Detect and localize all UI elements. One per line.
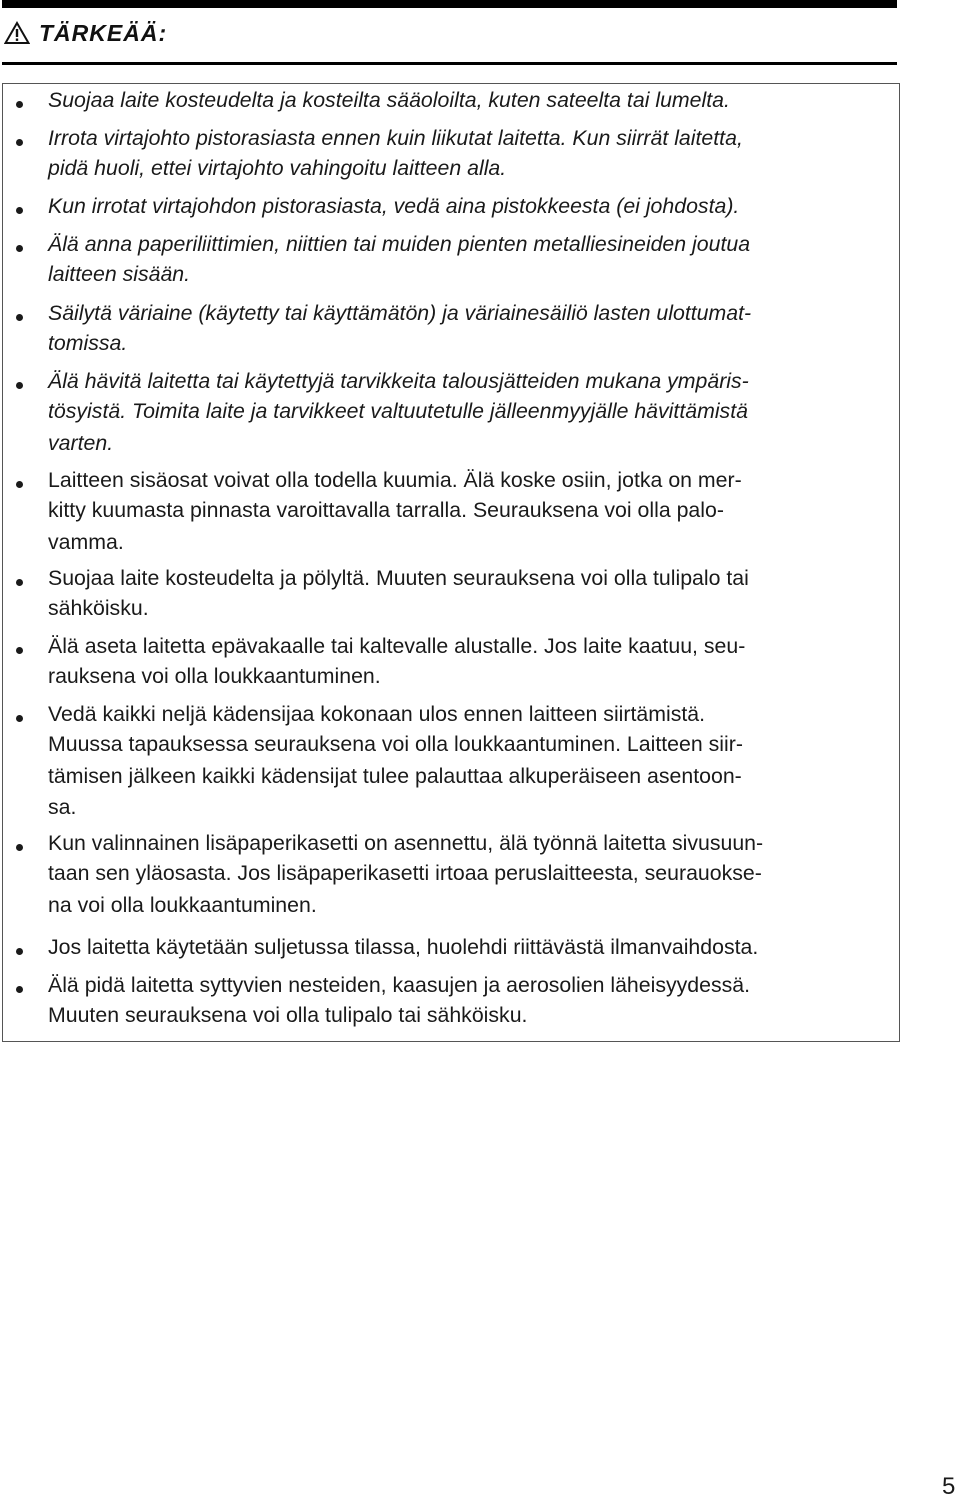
bullet-icon	[16, 481, 23, 488]
warning-line: Älä anna paperiliittimien, niittien tai muiden pienten metalliesineiden joutua	[48, 232, 751, 256]
bullet-icon	[16, 139, 23, 146]
warning-line: Laitteen sisäosat voivat olla todella kuumia. Älä koske osiin, jotka on mer-	[48, 468, 742, 492]
warning-line: Muussa tapauksessa seurauksena voi olla loukkaantuminen. Laitteen siir-	[48, 732, 743, 756]
warning-line: vamma.	[48, 530, 124, 554]
bullet-icon	[16, 715, 23, 722]
warning-line: sähköisku.	[48, 596, 149, 620]
warning-line: Älä aseta laitetta epävakaalle tai kaltevalle alustalle. Jos laite kaatuu, seu-	[48, 634, 746, 658]
warning-line: Jos laitetta käytetään suljetussa tilassa, huolehdi riittävästä ilmanvaihdosta.	[48, 935, 759, 959]
heading-title: TÄRKEÄÄ:	[39, 19, 168, 46]
warning-line: Irrota virtajohto pistorasiasta ennen kuin liikutat laitetta. Kun siirrät laitetta,	[48, 126, 743, 150]
bullet-icon	[16, 986, 23, 993]
bullet-icon	[16, 207, 23, 214]
bullet-icon	[16, 314, 23, 321]
bullet-icon	[16, 579, 23, 586]
warning-line: Kun irrotat virtajohdon pistorasiasta, vedä aina pistokkeesta (ei johdosta).	[48, 194, 740, 218]
warning-line: Säilytä väriaine (käytetty tai käyttämätön) ja väriainesäiliö lasten ulottumat-	[48, 301, 752, 325]
page-number: 5	[942, 1473, 956, 1500]
warning-line: sa.	[48, 795, 77, 819]
heading-underline	[2, 62, 897, 65]
warning-line: Kun valinnainen lisäpaperikasetti on asennettu, älä työnnä laitetta sivusuun-	[48, 831, 764, 855]
warning-line: Älä pidä laitetta syttyvien nesteiden, kaasujen ja aerosolien läheisyydessä.	[48, 973, 751, 997]
warning-line: varten.	[48, 431, 114, 455]
bullet-icon	[16, 844, 23, 851]
warning-triangle-icon	[4, 21, 30, 45]
bullet-icon	[16, 948, 23, 955]
warning-line: laitteen sisään.	[48, 262, 191, 286]
warning-line: tomissa.	[48, 331, 128, 355]
warning-line: tämisen jälkeen kaikki kädensijat tulee palauttaa alkuperäiseen asentoon-	[48, 764, 742, 788]
bullet-icon	[16, 647, 23, 654]
warning-line: pidä huoli, ettei virtajohto vahingoitu laitteen alla.	[48, 156, 507, 180]
warning-line: taan sen yläosasta. Jos lisäpaperikasetti irtoaa peruslaitteesta, seurauokse-	[48, 861, 762, 885]
heading	[4, 18, 167, 48]
warning-line: tösyistä. Toimita laite ja tarvikkeet valtuutetulle jälleenmyyjälle hävittämistä	[48, 399, 748, 423]
warning-line: Suojaa laite kosteudelta ja kosteilta sääoloilta, kuten sateelta tai lumelta.	[48, 88, 730, 112]
warning-line: Muuten seurauksena voi olla tulipalo tai sähköisku.	[48, 1003, 528, 1027]
bullet-icon	[16, 382, 23, 389]
warning-line: Älä hävitä laitetta tai käytettyjä tarvikkeita talousjätteiden mukana ympäris-	[48, 369, 749, 393]
warning-line: kitty kuumasta pinnasta varoittavalla tarralla. Seurauksena voi olla palo-	[48, 498, 724, 522]
warning-box	[2, 83, 900, 1042]
warning-line: rauksena voi olla loukkaantuminen.	[48, 664, 381, 688]
bullet-icon	[16, 101, 23, 108]
bullet-icon	[16, 245, 23, 252]
top-rule	[2, 0, 897, 8]
warning-line: Vedä kaikki neljä kädensijaa kokonaan ulos ennen laitteen siirtämistä.	[48, 702, 706, 726]
warning-line: Suojaa laite kosteudelta ja pölyltä. Muuten seurauksena voi olla tulipalo tai	[48, 566, 749, 590]
warning-line: na voi olla loukkaantuminen.	[48, 893, 317, 917]
